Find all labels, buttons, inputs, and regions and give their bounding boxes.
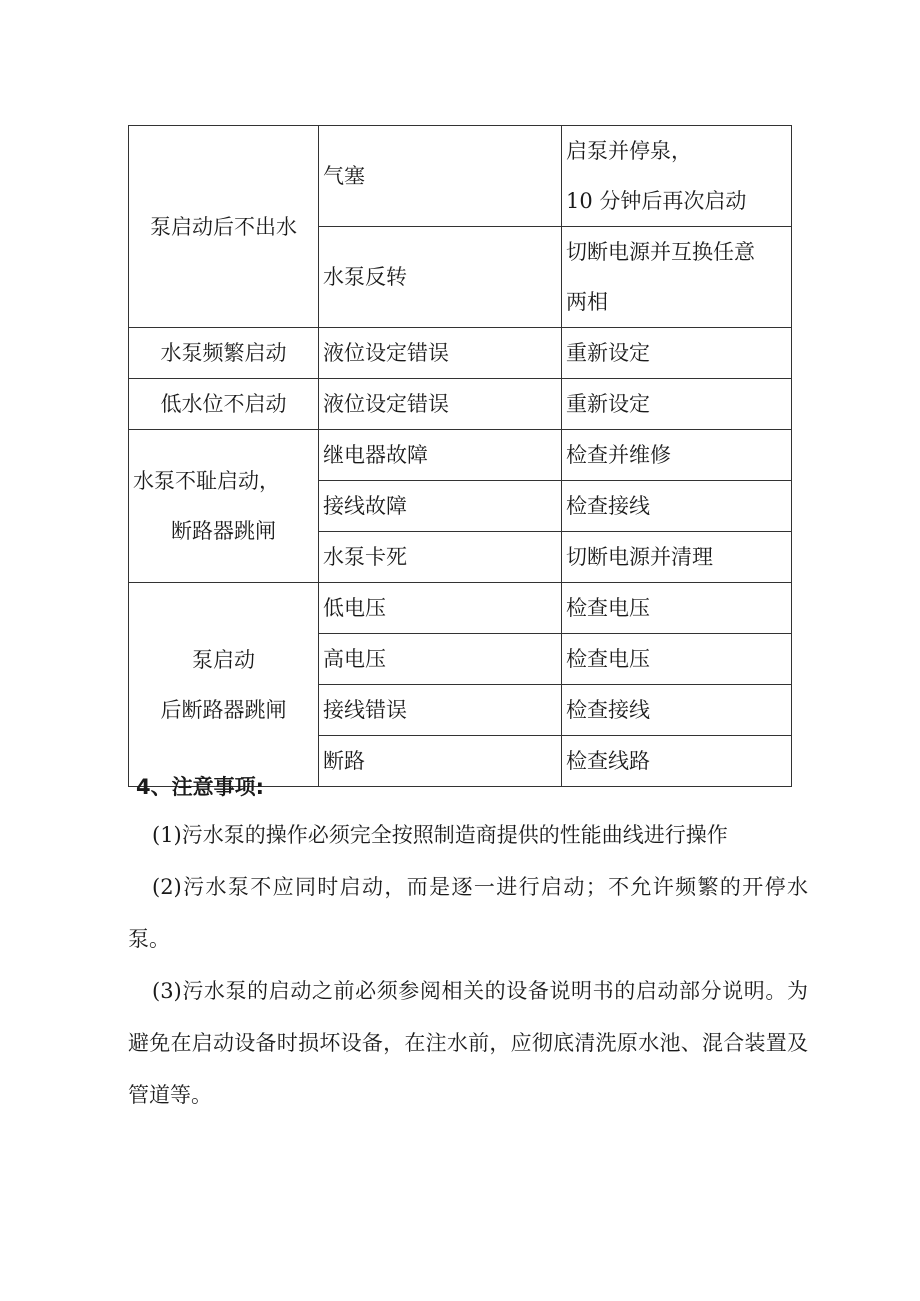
note-paragraph: (1)污水泵的操作必须完全按照制造商提供的性能曲线进行操作 xyxy=(152,823,728,847)
fix-cell: 检查并维修 xyxy=(562,430,792,481)
fix-cell: 切断电源并互换任意 两相 xyxy=(562,227,792,328)
cause-cell: 断路 xyxy=(319,736,562,787)
fix-cell: 检查线路 xyxy=(562,736,792,787)
table-row xyxy=(129,126,792,227)
fix-cell: 重新设定 xyxy=(562,379,792,430)
cause-cell: 高电压 xyxy=(319,634,562,685)
notes-heading: 4、注意事项: xyxy=(136,775,265,799)
symptom-cell: 水泵频繁启动 xyxy=(129,328,319,379)
cause-cell: 低电压 xyxy=(319,583,562,634)
symptom-cell: 水泵不耻启动， 断路器跳闸 xyxy=(129,430,319,583)
cause-cell: 液位设定错误 xyxy=(319,379,562,430)
note-paragraph: (3)污水泵的启动之前必须参阅相关的设备说明书的启动部分说明。为避免在启动设备时损坏设备，在注水前，应彻底清洗原水池、混合装置及管道等。 xyxy=(128,979,808,1107)
cause-cell: 接线故障 xyxy=(319,481,562,532)
cause-cell: 继电器故障 xyxy=(319,430,562,481)
symptom-cell: 泵启动后不出水 xyxy=(129,126,319,328)
fix-cell: 检查电压 xyxy=(562,583,792,634)
table-row xyxy=(129,328,792,379)
table-row xyxy=(129,430,792,481)
fix-cell: 启泵并停泉， 10 分钟后再次启动 xyxy=(562,126,792,227)
symptom-cell: 泵启动 后断路器跳闸 xyxy=(129,583,319,787)
fix-cell: 检查接线 xyxy=(562,685,792,736)
symptom-cell: 低水位不启动 xyxy=(129,379,319,430)
notes-section xyxy=(128,765,808,1121)
note-paragraph: (2)污水泵不应同时启动，而是逐一进行启动；不允许频繁的开停水泵。 xyxy=(128,875,808,951)
fix-cell: 重新设定 xyxy=(562,328,792,379)
cause-cell: 水泵反转 xyxy=(319,227,562,328)
fix-cell: 检查电压 xyxy=(562,634,792,685)
table-row xyxy=(129,583,792,634)
fix-cell: 检查接线 xyxy=(562,481,792,532)
table-row xyxy=(129,379,792,430)
cause-cell: 接线错误 xyxy=(319,685,562,736)
fix-cell: 切断电源并清理 xyxy=(562,532,792,583)
cause-cell: 水泵卡死 xyxy=(319,532,562,583)
cause-cell: 气塞 xyxy=(319,126,562,227)
cause-cell: 液位设定错误 xyxy=(319,328,562,379)
troubleshooting-table xyxy=(128,125,792,787)
